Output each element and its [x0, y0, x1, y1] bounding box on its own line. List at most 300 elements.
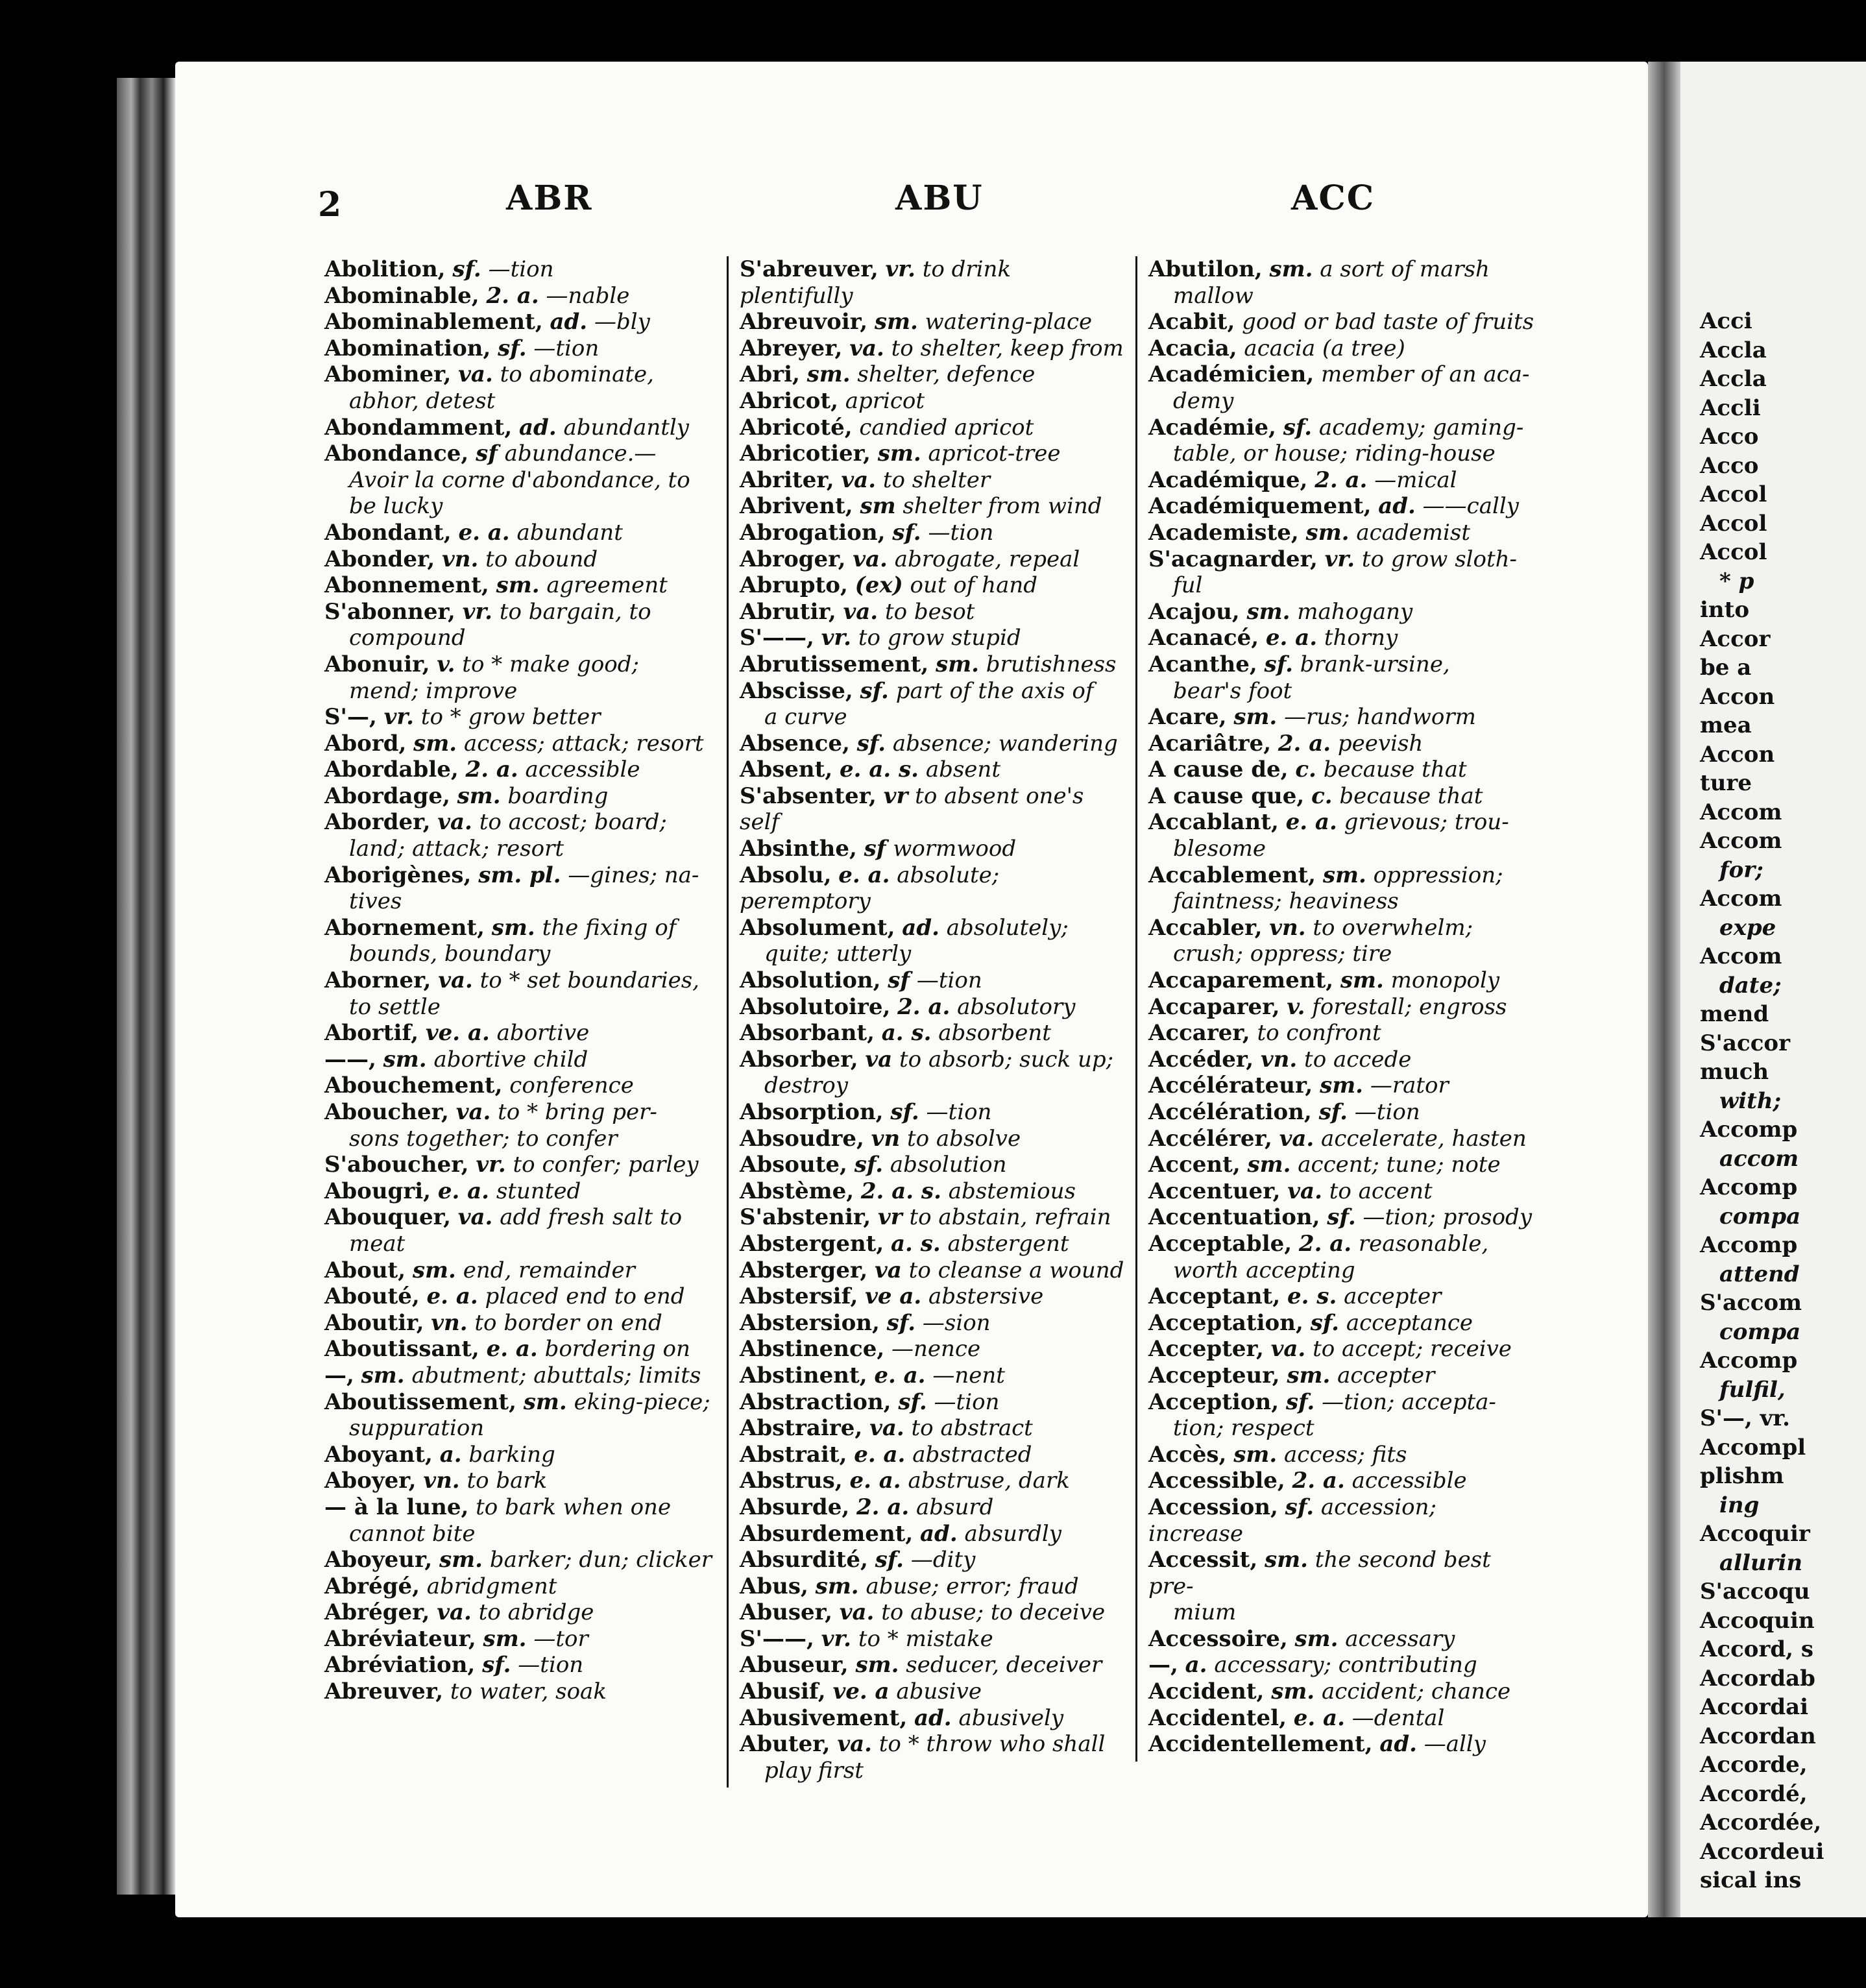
entry-headword: Abonder, — [324, 546, 435, 572]
dictionary-entry — [324, 1468, 714, 1494]
next-page-line: S'accoqu — [1700, 1579, 1810, 1605]
dictionary-entry — [1148, 1547, 1538, 1599]
dictionary-entry — [1148, 731, 1538, 757]
entry-definition: apricot — [845, 387, 925, 414]
entry-headword: Abréviation, — [324, 1652, 476, 1679]
entry-headword: Accentuation, — [1148, 1204, 1320, 1231]
entry-definition: to drink plentifully — [740, 256, 1012, 309]
entry-definition: add fresh salt to — [500, 1204, 683, 1231]
entry-headword: Abstème, — [740, 1178, 854, 1204]
entry-headword: S'——, — [740, 625, 814, 651]
entry-grammar: sm — [860, 493, 896, 520]
entry-grammar: ad. — [550, 309, 588, 335]
entry-grammar: sm. — [815, 1573, 859, 1599]
entry-headword: Abri, — [740, 361, 800, 388]
dictionary-entry — [324, 599, 714, 625]
next-page-line: Accompl — [1700, 1434, 1806, 1461]
entry-headword: Acajou, — [1148, 598, 1240, 625]
dictionary-entry — [1148, 757, 1538, 783]
entry-grammar: e. a. — [486, 1336, 538, 1363]
dictionary-entry — [740, 862, 1129, 915]
entry-grammar: 2. a. — [486, 282, 539, 309]
entry-headword: Absoudre, — [740, 1125, 864, 1152]
entry-headword: Abstinent, — [740, 1362, 867, 1388]
entry-headword: Acabit, — [1148, 309, 1235, 335]
entry-grammar: va. — [853, 546, 888, 572]
entry-grammar: sm. — [523, 1388, 567, 1415]
entry-grammar: sf. — [890, 1099, 919, 1125]
entry-grammar: sm. — [1271, 1679, 1315, 1705]
dictionary-entry — [324, 1047, 714, 1073]
column-divider-2 — [1135, 256, 1137, 1762]
entry-headword: Abrutir, — [740, 598, 836, 625]
dictionary-entry — [1148, 256, 1538, 283]
entry-headword: Accabler, — [1148, 914, 1263, 941]
entry-headword: A cause de, — [1148, 757, 1289, 783]
dictionary-entry — [324, 1626, 714, 1653]
next-page-line: accom — [1719, 1145, 1799, 1172]
entry-definition: to grow stupid — [858, 625, 1021, 651]
entry-grammar: sf. — [860, 677, 889, 704]
entry-definition: abstemious — [948, 1178, 1076, 1204]
entry-grammar: sf — [888, 967, 910, 994]
entry-headword: Absorber, — [740, 1046, 858, 1073]
entry-headword: Aboyeur, — [324, 1547, 433, 1573]
entry-grammar: 2. a. — [465, 757, 518, 783]
entry-continuation: quite; utterly — [764, 941, 912, 967]
entry-headword: S'absenter, — [740, 782, 877, 809]
dictionary-entry — [324, 1152, 714, 1178]
entry-definition: to * bring per- — [498, 1099, 657, 1125]
entry-definition: absolute; peremptory — [740, 862, 1000, 915]
entry-grammar: 2. a. — [1292, 1468, 1345, 1494]
entry-grammar: e. a. — [426, 1283, 478, 1310]
entry-headword: Abreyer, — [740, 335, 843, 361]
entry-definition: to bargain, to — [499, 598, 651, 625]
entry-grammar: 2. a. s. — [860, 1178, 941, 1204]
entry-grammar: a. — [1185, 1652, 1207, 1679]
entry-definition: —bly — [594, 309, 650, 335]
dictionary-entry — [1148, 1073, 1538, 1099]
entry-grammar: sf. — [1318, 1099, 1348, 1125]
entry-definition: abstersive — [928, 1283, 1044, 1310]
entry-grammar: va. — [1270, 1336, 1306, 1363]
entry-definition: —tion — [934, 1388, 1000, 1415]
entry-definition: abuse; error; fraud — [866, 1573, 1079, 1599]
entry-continuation: mend; improve — [349, 677, 518, 704]
entry-grammar: sf. — [498, 335, 527, 361]
entry-grammar: e. a. — [1293, 1704, 1345, 1731]
entry-continuation: faintness; heaviness — [1173, 888, 1399, 915]
dictionary-entry — [740, 967, 1129, 994]
entry-definition: barking — [468, 1441, 555, 1468]
entry-grammar: sm. — [383, 1046, 427, 1073]
entry-grammar: v. — [1287, 993, 1305, 1020]
entry-grammar: sf. — [898, 1388, 927, 1415]
dictionary-entry — [1148, 862, 1538, 889]
entry-grammar: sf — [864, 836, 886, 862]
entry-definition: accessible — [525, 757, 640, 783]
entry-headword: Acceptant, — [1148, 1283, 1281, 1310]
entry-grammar: 2. a. — [856, 1494, 910, 1520]
dictionary-entry — [740, 1731, 1129, 1758]
entry-definition: peevish — [1337, 730, 1424, 757]
entry-headword: Académie, — [1148, 414, 1276, 441]
entry-grammar: sm. — [1305, 519, 1350, 546]
entry-definition: acacia (a tree) — [1244, 335, 1405, 361]
dictionary-entry — [1148, 309, 1538, 335]
dictionary-entry — [1148, 1679, 1538, 1705]
next-page-line: Accordab — [1700, 1665, 1815, 1691]
entry-definition: to abstain, refrain — [909, 1204, 1111, 1231]
dictionary-entry — [324, 809, 714, 836]
dictionary-entry — [740, 599, 1129, 625]
entry-headword: Abrutissement, — [740, 651, 929, 677]
dictionary-entry — [1148, 1047, 1538, 1073]
dictionary-entry — [1148, 1178, 1538, 1205]
entry-continuation: land; attack; resort — [349, 836, 564, 862]
dictionary-entry — [324, 915, 714, 941]
entry-grammar: sm. — [1294, 1625, 1339, 1652]
entry-continuation: a curve — [764, 704, 847, 731]
next-page-line: Accom — [1700, 799, 1782, 825]
entry-definition: —tion — [518, 1652, 584, 1679]
entry-headword: Absurde, — [740, 1494, 850, 1520]
entry-headword: Abuser, — [740, 1599, 832, 1626]
entry-continuation: abhor, detest — [349, 387, 496, 414]
dictionary-entry — [740, 1679, 1129, 1705]
entry-definition: absurd — [916, 1494, 994, 1520]
dictionary-entry — [1148, 1468, 1538, 1494]
entry-headword: Absent, — [740, 757, 833, 783]
next-page-line: Accol — [1700, 481, 1767, 507]
entry-grammar: vn. — [1269, 914, 1306, 941]
entry-definition: to accept; receive — [1313, 1336, 1512, 1363]
entry-definition: ——cally — [1422, 493, 1519, 520]
next-page-line: allurin — [1719, 1549, 1803, 1576]
entry-grammar: sm. — [413, 730, 457, 757]
entry-definition: brutishness — [986, 651, 1117, 677]
next-page-line: Accon — [1700, 683, 1775, 710]
entry-grammar: va. — [1279, 1125, 1315, 1152]
entry-headword: Absolutoire, — [740, 993, 891, 1020]
entry-grammar: e. a. — [874, 1362, 926, 1388]
entry-grammar: vr. — [821, 625, 852, 651]
entry-grammar: sm. — [439, 1547, 483, 1573]
entry-headword: Accepter, — [1148, 1336, 1264, 1363]
entry-definition: accent; tune; note — [1298, 1152, 1501, 1178]
entry-grammar: vn. — [431, 1309, 468, 1336]
dictionary-entry — [1148, 1389, 1538, 1416]
next-page-line: Accla — [1700, 366, 1767, 392]
entry-headword: Absurdement, — [740, 1520, 914, 1547]
entry-headword: Abouquer, — [324, 1204, 451, 1231]
dictionary-entry — [740, 1494, 1129, 1521]
entry-headword: Abougri, — [324, 1178, 431, 1204]
entry-grammar: vr. — [462, 598, 492, 625]
entry-definition: absent — [925, 757, 1000, 783]
entry-continuation: destroy — [764, 1073, 848, 1099]
next-page-line: fulfil, — [1719, 1376, 1786, 1403]
entry-headword: Aborner, — [324, 967, 431, 994]
dictionary-entry — [324, 1547, 714, 1573]
entry-grammar: vr — [877, 1204, 903, 1231]
entry-headword: Accessoire, — [1148, 1625, 1288, 1652]
entry-grammar: 2. a. — [1278, 730, 1331, 757]
entry-definition: to shelter, keep from — [891, 335, 1124, 361]
dictionary-entry — [740, 415, 1129, 441]
entry-grammar: ad. — [1378, 493, 1416, 520]
entry-headword: Abolition, — [324, 256, 446, 282]
entry-definition: abusive — [896, 1679, 982, 1705]
entry-continuation: tives — [349, 888, 402, 915]
dictionary-entry — [324, 283, 714, 309]
dictionary-entry — [740, 546, 1129, 573]
entry-headword: S'abstenir, — [740, 1204, 871, 1231]
entry-grammar: va — [865, 1046, 893, 1073]
entry-continuation: mallow — [1173, 282, 1254, 309]
entry-definition: —dental — [1351, 1704, 1445, 1731]
entry-headword: Accablement, — [1148, 862, 1316, 888]
entry-definition: —tion — [928, 519, 994, 546]
dictionary-entry — [1148, 809, 1538, 836]
dictionary-entry — [324, 1020, 714, 1047]
entry-headword: Abondance, — [324, 441, 469, 467]
entry-definition: end, remainder — [463, 1257, 635, 1283]
entry-grammar: va. — [839, 1599, 875, 1626]
entry-grammar: sm. — [1264, 1547, 1308, 1573]
dictionary-entry — [740, 335, 1129, 362]
dictionary-entry — [1148, 415, 1538, 441]
entry-headword: Abordable, — [324, 757, 459, 783]
dictionary-entry — [1148, 546, 1538, 573]
entry-headword: Abornement, — [324, 914, 485, 941]
entry-definition: to accost; board; — [479, 809, 667, 836]
entry-continuation: play first — [764, 1757, 864, 1784]
entry-headword: Aboyant, — [324, 1441, 433, 1468]
entry-headword: Abstersion, — [740, 1309, 880, 1336]
entry-definition: out of hand — [910, 572, 1038, 599]
entry-headword: Abondant, — [324, 519, 452, 546]
entry-headword: S'abreuver, — [740, 256, 878, 282]
dictionary-entry — [740, 1626, 1129, 1653]
entry-headword: Abstraction, — [740, 1388, 891, 1415]
dictionary-entry — [1148, 651, 1538, 678]
entry-definition: abundance.— — [504, 441, 657, 467]
page-number: 2 — [318, 185, 342, 224]
entry-headword: Accarer, — [1148, 1020, 1250, 1047]
entry-definition: a sort of marsh — [1320, 256, 1490, 282]
entry-grammar: sm. — [855, 1652, 899, 1679]
entry-grammar: vr. — [383, 704, 415, 731]
entry-grammar: sf. — [482, 1652, 511, 1679]
entry-definition: abortive — [496, 1020, 590, 1047]
entry-definition: absurdly — [964, 1520, 1061, 1547]
entry-headword: Accident, — [1148, 1679, 1265, 1705]
entry-grammar: e. a. — [1265, 625, 1318, 651]
entry-definition: to abstract — [911, 1415, 1033, 1442]
entry-headword: Accaparer, — [1148, 993, 1280, 1020]
next-page-line: Acci — [1700, 308, 1752, 334]
entry-grammar: sf. — [1285, 1494, 1315, 1520]
entry-continuation: worth accepting — [1173, 1257, 1355, 1283]
dictionary-entry — [740, 1521, 1129, 1547]
entry-definition: to accede — [1304, 1046, 1412, 1073]
dictionary-entry — [1148, 1099, 1538, 1126]
entry-definition: —mical — [1374, 467, 1457, 493]
dictionary-entry — [740, 731, 1129, 757]
next-page-line: Accordé, — [1700, 1780, 1808, 1807]
dictionary-entry — [1148, 599, 1538, 625]
dictionary-entry — [1148, 704, 1538, 731]
entry-headword: Abus, — [740, 1573, 808, 1599]
entry-grammar: a. s. — [881, 1020, 932, 1047]
entry-grammar: va. — [438, 967, 473, 994]
dictionary-entry — [324, 862, 714, 889]
dictionary-entry — [740, 1442, 1129, 1468]
entry-headword: Accessible, — [1148, 1468, 1285, 1494]
dictionary-entry — [1148, 1126, 1538, 1152]
entry-definition: to shelter — [882, 467, 991, 493]
entry-definition: seducer, deceiver — [906, 1652, 1102, 1679]
entry-headword: S'acagnarder, — [1148, 546, 1318, 572]
entry-headword: Abominable, — [324, 282, 479, 309]
entry-headword: Abrogation, — [740, 519, 886, 546]
entry-headword: Abstrus, — [740, 1468, 843, 1494]
entry-grammar: sm. — [491, 914, 535, 941]
dictionary-entry — [324, 783, 714, 810]
dictionary-entry — [740, 1336, 1129, 1363]
dictionary-entry — [740, 1573, 1129, 1600]
dictionary-entry — [324, 1442, 714, 1468]
entry-headword: Abstersif, — [740, 1283, 858, 1310]
entry-definition: abortive child — [433, 1046, 588, 1073]
entry-continuation: suppuration — [349, 1415, 485, 1442]
entry-headword: Abroger, — [740, 546, 846, 572]
entry-grammar: c. — [1295, 757, 1316, 783]
entry-headword: Abscisse, — [740, 677, 853, 704]
entry-definition: abrogate, repeal — [894, 546, 1080, 572]
next-page-line: Accordai — [1700, 1694, 1809, 1720]
dictionary-entry — [740, 1310, 1129, 1337]
next-page-line: with; — [1719, 1087, 1782, 1114]
entry-headword: Absurdité, — [740, 1547, 868, 1573]
entry-definition: to besot — [884, 598, 975, 625]
next-page-line: Accli — [1700, 394, 1761, 421]
dictionary-entry — [740, 1231, 1129, 1257]
entry-headword: Abusivement, — [740, 1704, 908, 1731]
entry-grammar: vn — [871, 1125, 901, 1152]
entry-grammar: ad. — [519, 414, 557, 441]
entry-grammar: 2. a. — [897, 993, 951, 1020]
entry-grammar: e. a. — [437, 1178, 489, 1204]
dictionary-entry — [1148, 1310, 1538, 1337]
entry-definition: to abominate, — [500, 361, 654, 388]
next-page-line: Accom — [1700, 943, 1782, 969]
dictionary-entry — [1148, 467, 1538, 494]
entry-definition: —tion — [926, 1099, 992, 1125]
next-page-line: Accor — [1700, 625, 1771, 652]
entry-definition: to bark — [467, 1468, 548, 1494]
entry-definition: stunted — [496, 1178, 581, 1204]
dictionary-entry — [1148, 520, 1538, 546]
entry-definition: to * make good; — [462, 651, 639, 677]
entry-grammar: vn. — [423, 1468, 460, 1494]
entry-definition: —rator — [1370, 1073, 1449, 1099]
entry-headword: Abrupto, — [740, 572, 848, 599]
entry-grammar: va. — [1287, 1178, 1322, 1204]
entry-grammar: ad. — [902, 914, 939, 941]
entry-definition: apricot-tree — [928, 441, 1061, 467]
entry-grammar: vr — [883, 782, 908, 809]
dictionary-entry — [740, 1204, 1129, 1231]
next-page-line: Accorde, — [1700, 1752, 1808, 1778]
dictionary-entry — [1148, 1152, 1538, 1178]
next-page-line: mend — [1700, 1001, 1769, 1027]
entry-definition: abstergent — [947, 1230, 1069, 1257]
dictionary-entry — [740, 1415, 1129, 1442]
next-page-line: attend — [1719, 1261, 1800, 1287]
dictionary-entry — [324, 520, 714, 546]
entry-definition: absence; wandering — [892, 730, 1118, 757]
entry-grammar: sf. — [856, 730, 886, 757]
next-page-line: for; — [1719, 856, 1763, 883]
column-header-2: ABU — [895, 178, 984, 218]
next-page-line: Accordée, — [1700, 1810, 1822, 1836]
entry-definition: good or bad taste of fruits — [1242, 309, 1534, 335]
next-page-line: ture — [1700, 770, 1752, 796]
entry-grammar: e. a. — [854, 1441, 906, 1468]
entry-headword: S'—, — [324, 704, 377, 731]
entry-definition: accepter — [1337, 1362, 1435, 1388]
entry-headword: Académicien, — [1148, 361, 1315, 388]
dictionary-entry — [324, 1283, 714, 1310]
entry-headword: Abominer, — [324, 361, 452, 388]
entry-grammar: sm. — [1269, 256, 1313, 282]
entry-headword: S'——, — [740, 1625, 814, 1652]
dictionary-entry — [740, 1547, 1129, 1573]
entry-grammar: e. a. — [849, 1468, 901, 1494]
entry-continuation: ful — [1173, 572, 1203, 599]
entry-definition: absolutory — [957, 993, 1076, 1020]
entry-grammar: sf — [476, 441, 498, 467]
dictionary-entry — [1148, 1731, 1538, 1758]
entry-grammar: vr. — [821, 1625, 852, 1652]
dictionary-entry — [324, 1099, 714, 1126]
entry-definition: to * set boundaries, — [479, 967, 699, 994]
next-page-line: into — [1700, 597, 1750, 623]
dictionary-entry — [740, 625, 1129, 651]
entry-definition: to absorb; suck up; — [899, 1046, 1114, 1073]
entry-grammar: 2. a. — [1315, 467, 1368, 493]
entry-definition: abridgment — [426, 1573, 557, 1599]
entry-continuation: Avoir la corne d'abondance, to be lucky — [349, 467, 690, 520]
entry-headword: Aboutir, — [324, 1309, 424, 1336]
dictionary-entry — [740, 1389, 1129, 1416]
dictionary-entry — [1148, 625, 1538, 651]
entry-grammar: sm. — [496, 572, 540, 599]
dictionary-entry — [740, 1099, 1129, 1126]
entry-headword: Accaparement, — [1148, 967, 1334, 994]
entry-headword: Acanacé, — [1148, 625, 1259, 651]
entry-grammar: sf. — [892, 519, 921, 546]
entry-definition: abutment; abuttals; limits — [411, 1362, 701, 1388]
entry-headword: Abomination, — [324, 335, 491, 361]
dictionary-entry — [740, 572, 1129, 599]
entry-definition: agreement — [546, 572, 668, 599]
entry-continuation: demy — [1173, 387, 1234, 414]
dictionary-entry — [740, 757, 1129, 783]
